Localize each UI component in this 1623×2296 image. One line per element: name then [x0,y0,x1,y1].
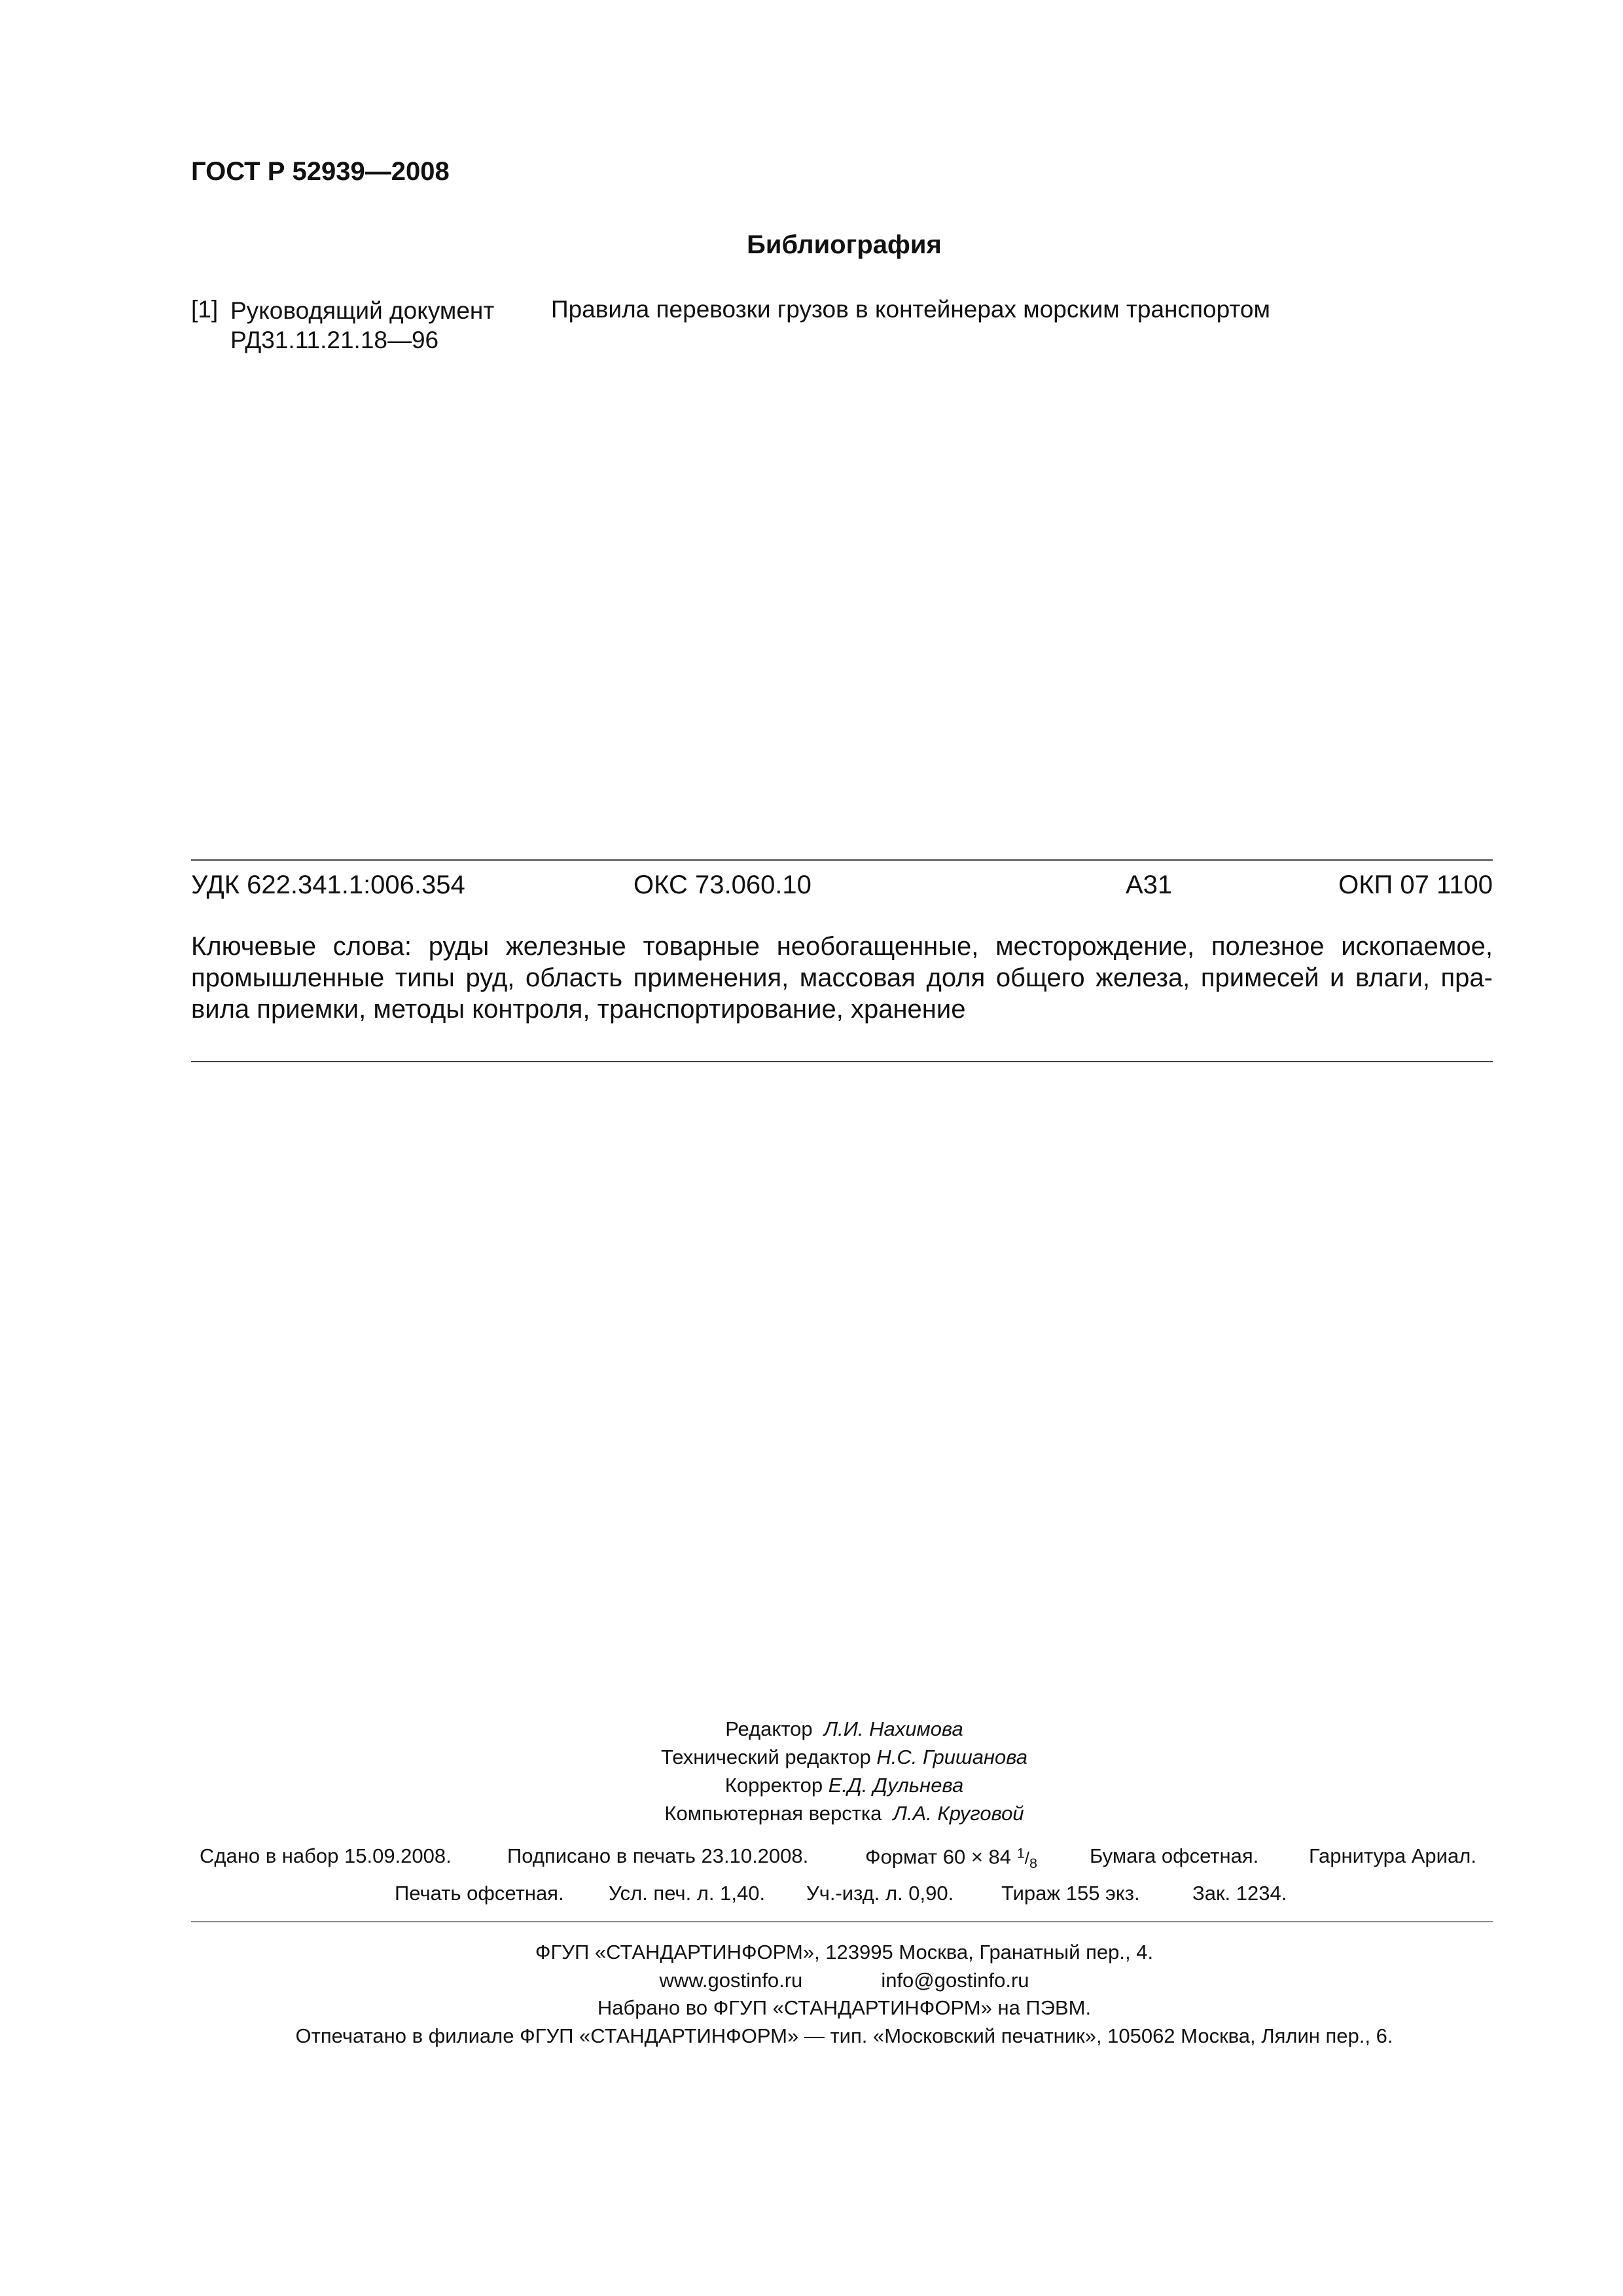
staff-role: Корректор [724,1774,823,1797]
imprint-signed: Подписано в печать 23.10.2008. [507,1844,809,1867]
staff-name: Е.Д. Дульнева [828,1774,964,1797]
imprint-sent: Сдано в набор 15.09.2008. [200,1844,452,1867]
bibliography-item-doc-type: Руководящий документ [230,297,495,324]
document-header: ГОСТ Р 52939—2008 [191,157,450,186]
keywords-line: Ключевые слова: руды железные товарные необогащенные, месторождение, полезное ископаемое, [191,932,1493,961]
staff-credits [0,1715,1623,1827]
keywords-line: промышленные типы руд, область применения, массовая доля общего железа, примесей и влаги, пра- [191,963,1493,992]
imprint-format-text: Формат 60 × 84 [865,1845,1012,1869]
bibliography-item-title: Правила перевозки грузов в контейнерах морским транспортом [551,296,1270,323]
footer-typeset: Набрано во ФГУП «СТАНДАРТИНФОРМ» на ПЭВМ. [597,1996,1092,2019]
fraction-numerator: 1 [1016,1844,1025,1861]
staff-name: Н.С. Гришанова [876,1746,1027,1768]
bibliography-item-doc-code: РД31.11.21.18—96 [230,327,439,353]
udk-code: УДК 622.341.1:006.354 [191,870,465,899]
staff-name: Л.А. Круговой [893,1802,1024,1825]
oks-code: ОКС 73.060.10 [633,870,812,899]
imprint-font: Гарнитура Ариал. [1309,1844,1476,1867]
imprint-usl: Усл. печ. л. 1,40. [609,1882,766,1905]
imprint-zak: Зак. 1234. [1192,1882,1287,1905]
footer-publisher: ФГУП «СТАНДАРТИНФОРМ», 123995 Москва, Гранатный пер., 4. [535,1941,1154,1964]
staff-role: Редактор [725,1717,813,1740]
imprint-format-fraction: $^1/_8$ [1016,1844,1037,1871]
imprint-paper: Бумага офсетная. [1090,1844,1259,1867]
staff-role: Технический редактор [661,1746,871,1768]
footer-website: www.gostinfo.ru [659,1969,803,1992]
bibliography-item-number: [1] [191,296,219,323]
staff-name: Л.И. Нахимова [823,1717,963,1740]
keywords-paragraph [191,931,1493,1025]
footer-printed: Отпечатано в филиале ФГУП «СТАНДАРТИНФОРМ» — тип. «Московский печатник», 105062 Москва, Лялин пер., 6. [295,2024,1393,2047]
bibliography-title: Библиография [747,230,942,259]
staff-editor [0,1715,1623,1743]
keywords-line: вила приемки, методы контроля, транспортирование, хранение [191,995,966,1024]
staff-proofreader [0,1771,1623,1799]
divider-bottom [191,1061,1493,1062]
footer-email: info@gostinfo.ru [881,1969,1029,1992]
staff-layout [0,1799,1623,1827]
okp-code: ОКП 07 1100 [1338,870,1493,899]
fraction-denominator: 8 [1029,1854,1037,1871]
divider-top [191,859,1493,861]
category-code: А31 [1126,870,1173,899]
imprint-tirazh: Тираж 155 экз. [1001,1882,1140,1905]
imprint-format [865,1844,1037,1872]
footer-contacts [0,1969,1623,1992]
imprint-print: Печать офсетная. [395,1882,564,1905]
divider-imprint [191,1921,1493,1922]
staff-role: Компьютерная верстка [664,1802,882,1825]
staff-tech-editor [0,1743,1623,1771]
bibliography-item-document [230,296,494,355]
imprint-uch: Уч.-изд. л. 0,90. [806,1882,954,1905]
